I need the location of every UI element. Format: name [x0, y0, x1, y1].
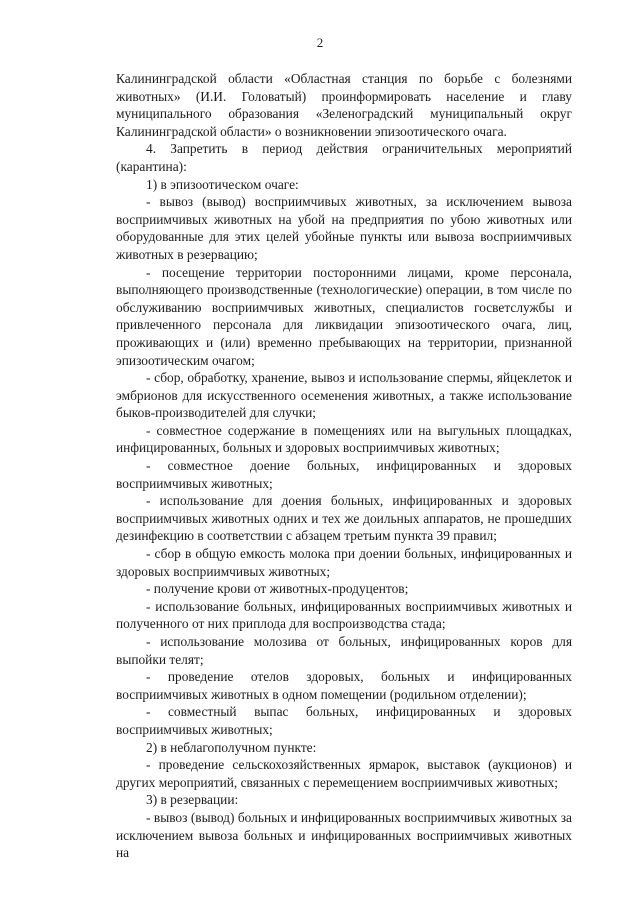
subitem-reservation: 3) в резервации: — [146, 792, 239, 808]
page-number: 2 — [316, 35, 324, 50]
list-item: - проведение сельскохозяйственных ярмарок, выставок (аукционов) и других мероприятий, связанных с перемещением восприимчивых животных; — [116, 757, 572, 790]
subitem-unfavorable-point: 2) в неблагополучном пункте: — [146, 739, 317, 755]
list-item: - совместное доение больных, инфицированных и здоровых восприимчивых животных; — [116, 458, 572, 491]
list-item: - совместный выпас больных, инфицированных и здоровых восприимчивых животных; — [116, 704, 572, 737]
paragraph-continuation: Калининградской области «Областная станция по борьбе с болезнями животных» (И.И. Головатый) проинформировать население и главу муниципального образования «Зеленоградский муниципальный округ Калининградской области» о возникновении эпизоотического очага. — [116, 71, 572, 139]
list-item: - использование для доения больных, инфицированных и здоровых восприимчивых животных одних и тех же доильных аппаратов, не прошедших дезинфекцию в соответствии с абзацем третьим пункта 39 правил; — [116, 493, 572, 544]
list-item: - вывоз (вывод) восприимчивых животных, за исключением вывоза восприимчивых животных на убой на предприятия по убою животных или оборудованные для этих целей убойные пункты или вывоза восприимчивых животных в резервацию; — [116, 194, 572, 262]
list-item: - сбор, обработку, хранение, вывоз и использование спермы, яйцеклеток и эмбрионов для искусственного осеменения животных, а также использование быков-производителей для случки; — [116, 370, 572, 421]
list-item: - совместное содержание в помещениях или на выгульных площадках, инфицированных, больных и здоровых восприимчивых животных; — [116, 422, 572, 456]
paragraph-item-4: 4. Запретить в период действия ограничительных мероприятий (карантина): — [116, 141, 572, 174]
list-item: - проведение отелов здоровых, больных и инфицированных восприимчивых животных в одном помещении (родильном отделении); — [116, 669, 572, 702]
list-item: - сбор в общую емкость молока при доении больных, инфицированных и здоровых восприимчивых животных; — [116, 546, 572, 579]
list-item: - вывоз (вывод) больных и инфицированных восприимчивых животных за исключением вывоза больных и инфицированных восприимчивых животных на — [116, 809, 572, 861]
list-item: - использование больных, инфицированных восприимчивых животных и полученного от них приплода для воспроизводства стада; — [116, 598, 572, 632]
list-item: - получение крови от животных-продуцентов; — [146, 581, 409, 597]
subitem-epizootic-focus: 1) в эпизоотическом очаге: — [146, 176, 299, 192]
list-item: - посещение территории посторонними лицами, кроме персонала, выполняющего производственные (технологические) операции, в том числе по обслуживанию восприимчивых животных, специалистов госветслужбы и привлеченного персонала для ликвидации эпизоотического очага, лиц, проживающих и (или) временно пребывающих на территории, признанной эпизоотическим очагом; — [116, 264, 572, 368]
list-item: - использование молозива от больных, инфицированных коров для выпойки телят; — [116, 634, 572, 667]
document-body — [116, 70, 572, 862]
